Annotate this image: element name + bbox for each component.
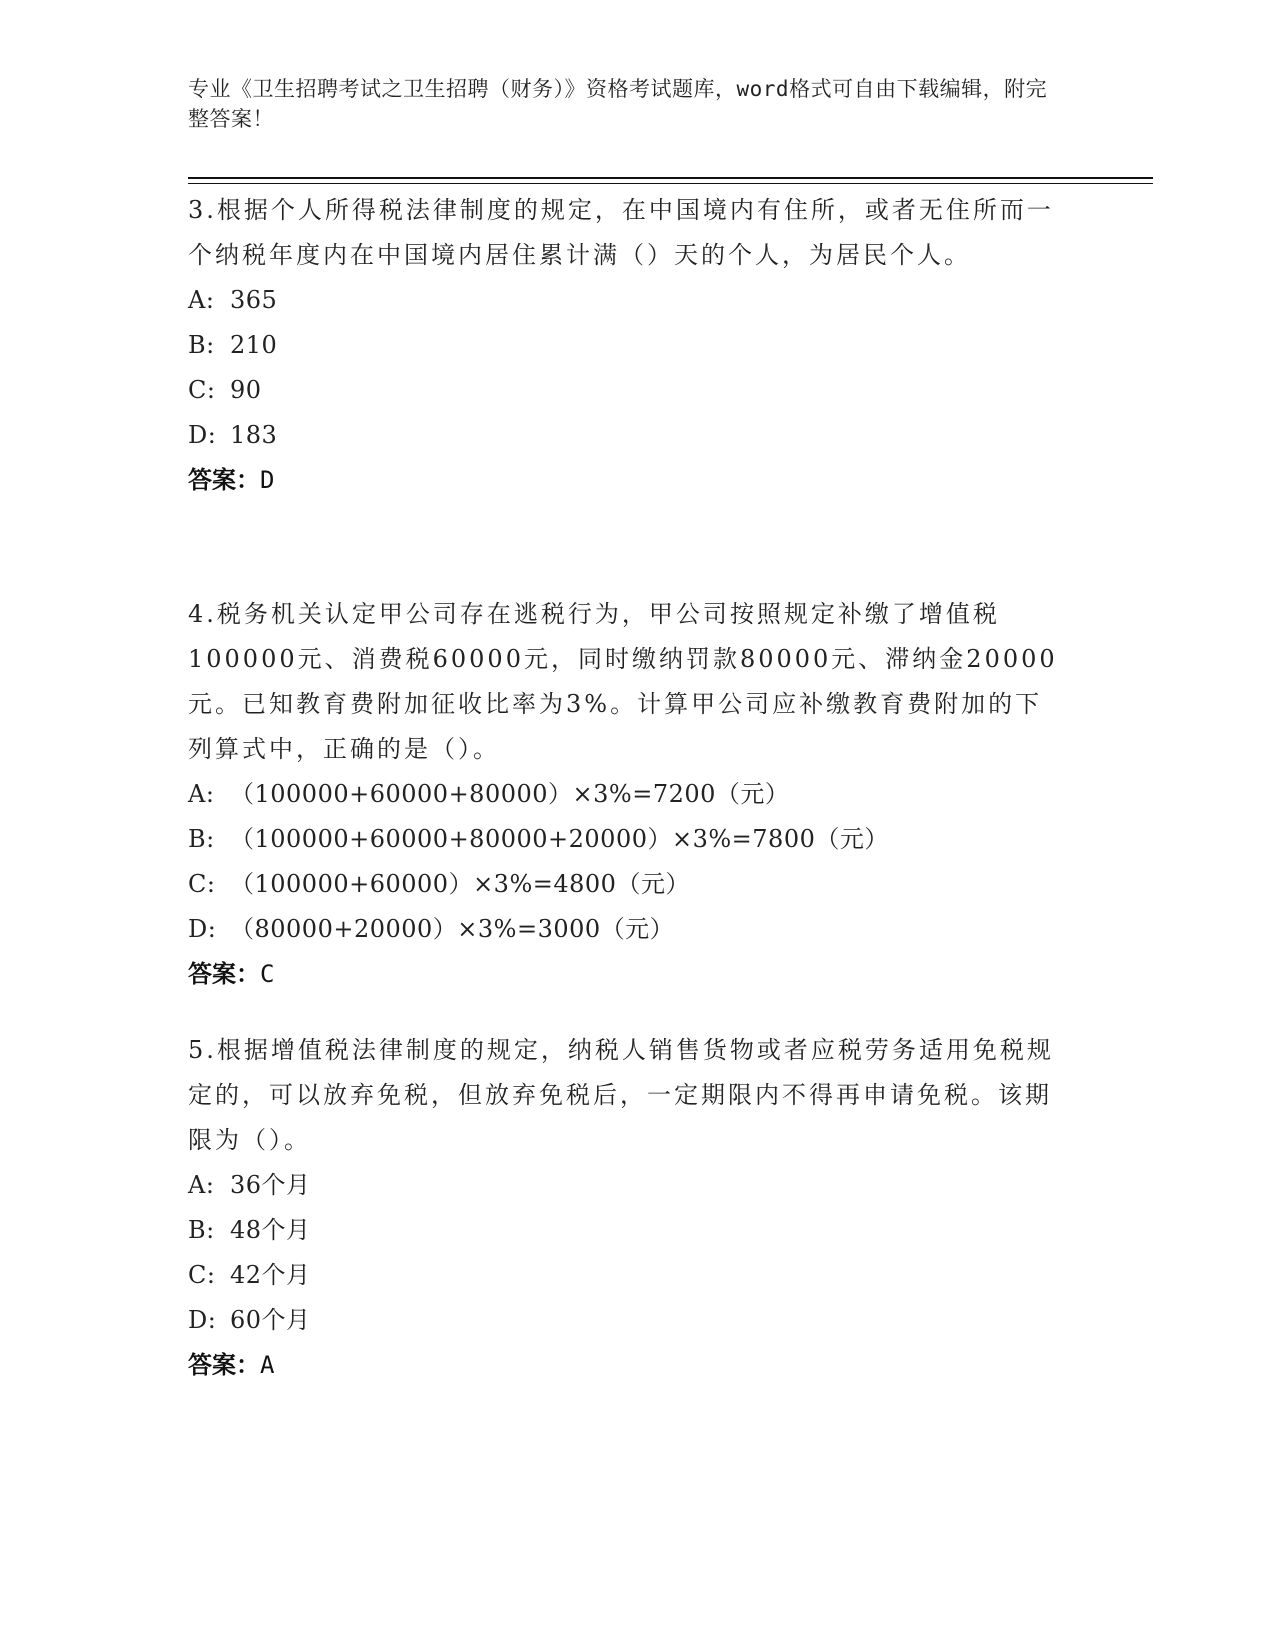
option-letter: D: bbox=[188, 1306, 217, 1334]
option-text: （100000+60000）×3%=4800（元） bbox=[230, 870, 690, 898]
option-c bbox=[188, 862, 1068, 907]
option-b bbox=[188, 323, 1068, 368]
option-letter: A: bbox=[188, 286, 215, 314]
header-rule-thick bbox=[188, 177, 1153, 179]
option-letter: C: bbox=[188, 1261, 216, 1289]
header-rule-thin bbox=[188, 183, 1153, 184]
option-a bbox=[188, 1163, 1068, 1208]
answer-line bbox=[188, 458, 1068, 503]
answer-line bbox=[188, 952, 1068, 997]
option-c bbox=[188, 1253, 1068, 1298]
option-text: （80000+20000）×3%=3000（元） bbox=[230, 915, 675, 943]
option-d bbox=[188, 413, 1068, 458]
option-letter: C: bbox=[188, 870, 216, 898]
option-text: （100000+60000+80000+20000）×3%=7800（元） bbox=[230, 825, 889, 853]
answer-label: 答案： bbox=[188, 466, 260, 494]
option-d bbox=[188, 907, 1068, 952]
option-d bbox=[188, 1298, 1068, 1343]
option-text: 183 bbox=[230, 421, 278, 449]
option-letter: D: bbox=[188, 915, 217, 943]
option-text: 36个月 bbox=[230, 1171, 311, 1199]
answer-label: 答案： bbox=[188, 1351, 260, 1379]
option-text: 210 bbox=[230, 331, 278, 359]
question-stem: 3.根据个人所得税法律制度的规定，在中国境内有住所，或者无住所而一个纳税年度内在中国境内居住累计满（）天的个人，为居民个人。 bbox=[188, 196, 1054, 269]
option-letter: C: bbox=[188, 376, 216, 404]
answer-line bbox=[188, 1343, 1068, 1388]
option-letter: B: bbox=[188, 825, 215, 853]
question-block-4 bbox=[188, 592, 1068, 997]
option-text: （100000+60000+80000）×3%=7200（元） bbox=[230, 780, 790, 808]
option-text: 60个月 bbox=[230, 1306, 311, 1334]
option-text: 90 bbox=[230, 376, 262, 404]
option-letter: A: bbox=[188, 1171, 215, 1199]
option-a bbox=[188, 278, 1068, 323]
option-letter: B: bbox=[188, 331, 215, 359]
option-c bbox=[188, 368, 1068, 413]
option-text: 365 bbox=[230, 286, 278, 314]
answer-label: 答案： bbox=[188, 960, 260, 988]
option-text: 48个月 bbox=[230, 1216, 311, 1244]
question-stem: 5.根据增值税法律制度的规定，纳税人销售货物或者应税劳务适用免税规定的，可以放弃免税，但放弃免税后，一定期限内不得再申请免税。该期限为（）。 bbox=[188, 1036, 1054, 1154]
answer-value: A bbox=[260, 1351, 275, 1379]
option-letter: A: bbox=[188, 780, 215, 808]
option-b bbox=[188, 817, 1068, 862]
answer-value: C bbox=[260, 960, 275, 988]
option-a bbox=[188, 772, 1068, 817]
option-letter: B: bbox=[188, 1216, 215, 1244]
option-text: 42个月 bbox=[230, 1261, 311, 1289]
option-b bbox=[188, 1208, 1068, 1253]
question-stem: 4.税务机关认定甲公司存在逃税行为，甲公司按照规定补缴了增值税100000元、消费税60000元，同时缴纳罚款80000元、滞纳金20000元。已知教育费附加征收比率为3%。计算甲公司应补缴教育费附加的下列算式中，正确的是（）。 bbox=[188, 600, 1058, 763]
question-block-5 bbox=[188, 1028, 1068, 1388]
answer-value: D bbox=[260, 466, 275, 494]
question-block-3 bbox=[188, 188, 1068, 503]
document-header: 专业《卫生招聘考试之卫生招聘（财务）》资格考试题库，word格式可自由下载编辑，附完整答案！ bbox=[188, 77, 1048, 131]
option-letter: D: bbox=[188, 421, 217, 449]
